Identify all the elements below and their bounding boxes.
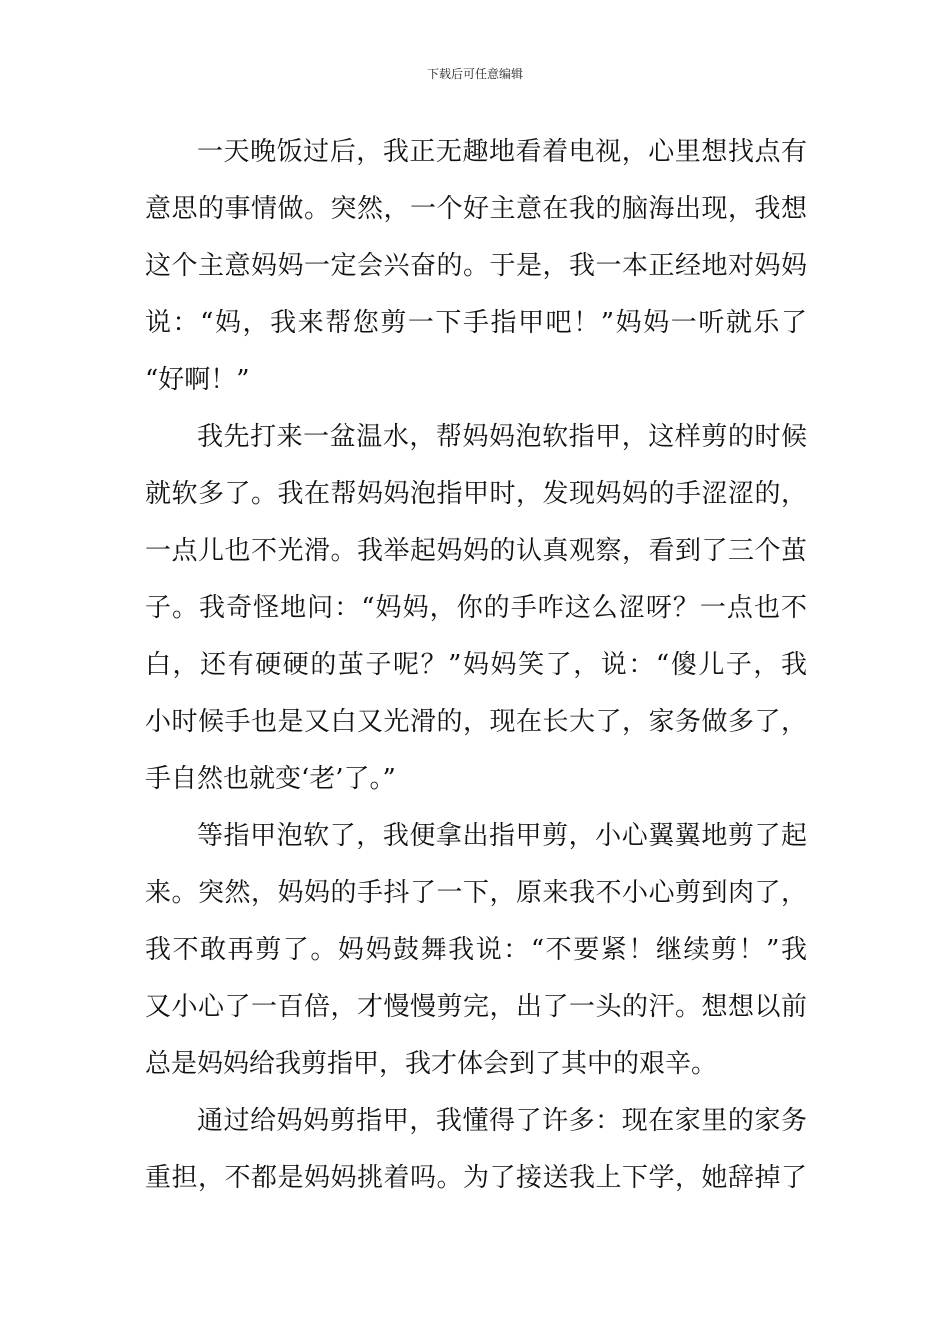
text-line: 我先打来一盆温水，帮妈妈泡软指甲，这样剪的时候	[197, 422, 807, 452]
text-line: 手自然也就变‘老’了。”	[145, 764, 396, 794]
text-line: 重担，不都是妈妈挑着吗。为了接送我上下学，她辞掉了	[145, 1163, 807, 1193]
text-line: 这个主意妈妈一定会兴奋的。于是，我一本正经地对妈妈	[145, 251, 807, 281]
text-line: 白，还有硬硬的茧子呢？”妈妈笑了，说：“傻儿子，我	[145, 650, 807, 680]
text-line: 又小心了一百倍，才慢慢剪完，出了一头的汗。想想以前	[145, 992, 807, 1022]
text-line: 说：“妈，我来帮您剪一下手指甲吧！”妈妈一听就乐了	[145, 308, 807, 338]
text-line: 一点儿也不光滑。我举起妈妈的认真观察，看到了三个茧	[145, 536, 807, 566]
text-line: 子。我奇怪地问：“妈妈，你的手咋这么涩呀？一点也不	[145, 593, 807, 623]
text-line: 通过给妈妈剪指甲，我懂得了许多：现在家里的家务	[197, 1106, 807, 1136]
text-line: 意思的事情做。突然，一个好主意在我的脑海出现，我想	[145, 194, 807, 224]
text-line: 一天晚饭过后，我正无趣地看着电视，心里想找点有	[197, 137, 807, 167]
page-header: 下载后可任意编辑	[426, 67, 523, 81]
text-line: 等指甲泡软了，我便拿出指甲剪，小心翼翼地剪了起	[197, 821, 807, 851]
text-line: “好啊！”	[145, 365, 250, 395]
text-line: 就软多了。我在帮妈妈泡指甲时，发现妈妈的手涩涩的，	[145, 479, 807, 509]
text-line: 来。突然，妈妈的手抖了一下，原来我不小心剪到肉了，	[145, 878, 807, 908]
text-line: 总是妈妈给我剪指甲，我才体会到了其中的艰辛。	[145, 1049, 718, 1079]
text-line: 我不敢再剪了。妈妈鼓舞我说：“不要紧！继续剪！”我	[145, 935, 807, 965]
text-line: 小时候手也是又白又光滑的，现在长大了，家务做多了，	[145, 707, 807, 737]
document-body	[145, 124, 807, 1207]
